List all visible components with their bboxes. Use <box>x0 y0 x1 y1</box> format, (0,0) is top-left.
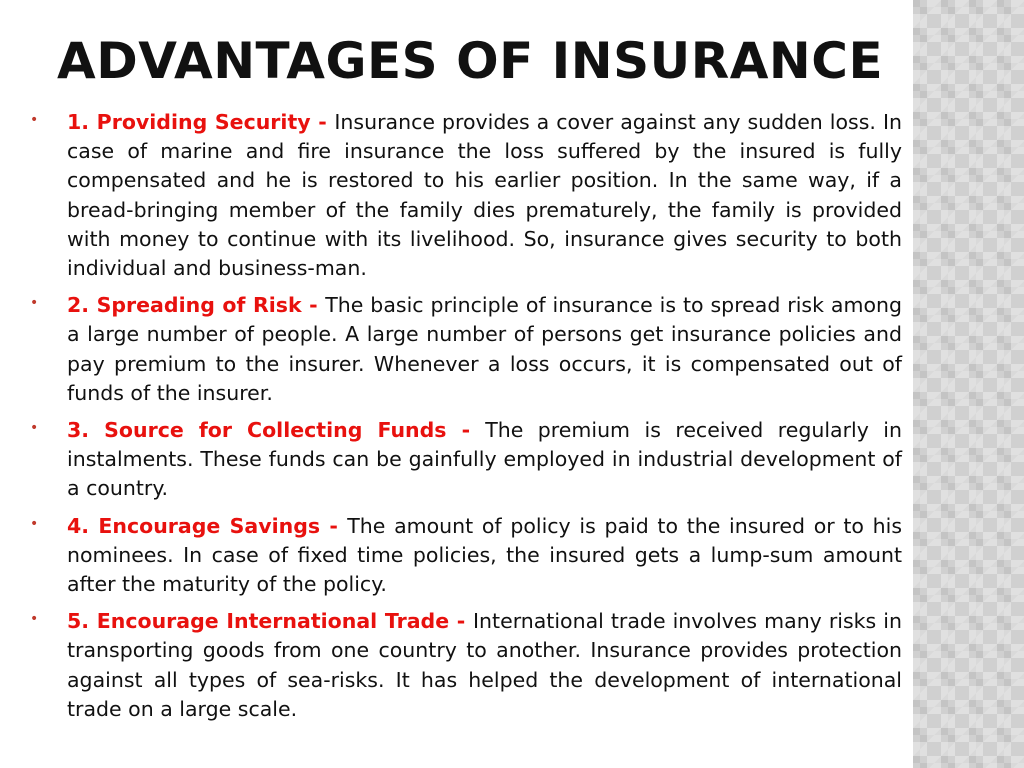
item-text: The amount of policy is paid to the insured or to his nominees. In case of fixed time policies, the insured gets a lump-sum amount after the maturity of the policy. <box>67 513 903 597</box>
item-heading: 1. Providing Security - <box>67 110 335 134</box>
item-heading: 2. Spreading of Risk - <box>67 293 326 318</box>
decorative-side-pattern <box>913 0 1024 768</box>
bullet-item-spreading-of-risk <box>30 291 902 408</box>
item-heading: 5. Encourage International Trade - <box>67 609 473 634</box>
item-heading: 3. Source for Collecting Funds - <box>67 418 486 443</box>
item-text: Insurance provides a cover against any sudden loss. In case of marine and fire insurance the loss suffered by the insured is fully compensated and he is restored to his earlier position. In the same way, if a bread-bringing member of the family dies prematurely, the family is provided with money to continue with its livelihood. So, insurance gives security to both individual and business-man. <box>67 110 902 281</box>
item-text: The basic principle of insurance is to spread risk among a large number of people. A large number of persons get insurance policies and pay premium to the insurer. Whenever a loss occurs, it is compensated out of funds of the insurer. <box>67 293 902 405</box>
slide-title: ADVANTAGES OF INSURANCE <box>57 32 884 90</box>
bullet-icon: • <box>30 611 39 628</box>
bullet-item-providing-security <box>30 108 902 283</box>
item-text: International trade involves many risks in transporting goods from one country to another. Insurance provides protection against all types of sea-risks. It has helped the development of international trade on a large scale. <box>67 609 902 721</box>
bullet-icon: • <box>30 295 39 312</box>
bullet-item-international-trade <box>30 607 902 724</box>
bullet-list <box>30 108 902 732</box>
item-text: The premium is received regularly in instalments. These funds can be gainfully employed in industrial development of a country. <box>67 418 902 501</box>
bullet-icon: • <box>30 112 39 128</box>
bullet-item-encourage-savings <box>30 512 902 600</box>
bullet-icon: • <box>30 515 39 532</box>
bullet-icon: • <box>30 420 39 437</box>
item-heading: 4. Encourage Savings - <box>67 513 348 538</box>
bullet-item-collecting-funds <box>30 416 902 504</box>
